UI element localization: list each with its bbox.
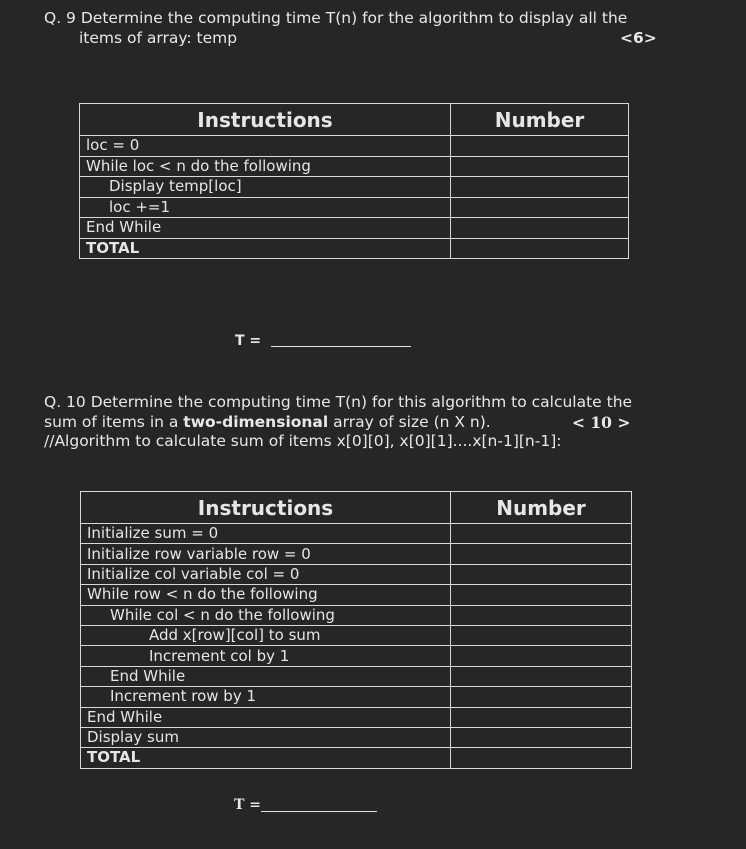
q9-marks: <6> (620, 28, 657, 47)
table-row (81, 605, 632, 625)
instruction-cell: Initialize sum = 0 (81, 524, 451, 544)
number-cell[interactable] (451, 136, 629, 157)
instructions-header: Instructions (81, 492, 451, 524)
number-cell[interactable] (451, 646, 632, 666)
table-row (81, 646, 632, 666)
instruction-cell: Add x[row][col] to sum (81, 625, 451, 645)
q10-line-1: Q. 10 Determine the computing time T(n) for this algorithm to calculate the (44, 393, 633, 411)
table-row (80, 218, 629, 239)
table-row (81, 544, 632, 564)
table-row (80, 136, 629, 157)
number-cell[interactable] (451, 585, 632, 605)
number-cell[interactable] (451, 197, 629, 218)
q10-t-label: T = (234, 797, 262, 813)
table-row (81, 625, 632, 645)
number-cell[interactable] (451, 524, 632, 544)
number-cell[interactable] (451, 605, 632, 625)
number-header: Number (451, 104, 629, 136)
table-row (80, 156, 629, 177)
number-cell[interactable] (451, 177, 629, 198)
table-row (81, 585, 632, 605)
q10-line-2-bold: two-dimensional (183, 412, 329, 431)
instructions-header: Instructions (80, 104, 451, 136)
instruction-cell: While col < n do the following (81, 605, 451, 625)
table-row (81, 666, 632, 686)
table-header-row (80, 104, 629, 136)
q10-line-2-pre: sum of items in a (44, 412, 184, 431)
instruction-cell: Initialize col variable col = 0 (81, 564, 451, 584)
question-10 (44, 393, 684, 452)
q10-answer-line[interactable] (261, 811, 377, 812)
total-number-cell[interactable] (451, 748, 632, 768)
q9-t-label: T = (235, 333, 262, 349)
total-label: TOTAL (81, 748, 451, 768)
number-cell[interactable] (451, 625, 632, 645)
instruction-cell: Initialize row variable row = 0 (81, 544, 451, 564)
total-label: TOTAL (80, 238, 451, 259)
q10-instruction-table (80, 491, 632, 769)
table-row (81, 564, 632, 584)
total-row (80, 238, 629, 259)
total-number-cell[interactable] (451, 238, 629, 259)
table-row (80, 177, 629, 198)
number-cell[interactable] (451, 218, 629, 239)
question-9 (44, 9, 684, 48)
table-row (80, 197, 629, 218)
instruction-cell: While loc < n do the following (80, 156, 451, 177)
q9-line-2: items of array: temp (79, 28, 238, 47)
q9-instruction-table (79, 103, 629, 259)
instruction-cell: Display temp[loc] (80, 177, 451, 198)
q10-line-3: //Algorithm to calculate sum of items x[0][0], x[0][1]....x[n-1][n-1]: (44, 432, 562, 450)
q9-line-1: Q. 9 Determine the computing time T(n) for the algorithm to display all the (44, 9, 628, 27)
instruction-cell: loc = 0 (80, 136, 451, 157)
table-row (81, 727, 632, 747)
table-row (81, 707, 632, 727)
total-row (81, 748, 632, 768)
instruction-cell: Display sum (81, 727, 451, 747)
instruction-cell: Increment row by 1 (81, 687, 451, 707)
number-cell[interactable] (451, 727, 632, 747)
q9-answer-line[interactable] (271, 346, 411, 347)
q10-marks: < 10 > (572, 412, 631, 432)
number-cell[interactable] (451, 156, 629, 177)
table-header-row (81, 492, 632, 524)
number-cell[interactable] (451, 687, 632, 707)
instruction-cell: End While (81, 707, 451, 727)
number-cell[interactable] (451, 544, 632, 564)
table-row (81, 687, 632, 707)
instruction-cell: End While (80, 218, 451, 239)
instruction-cell: End While (81, 666, 451, 686)
number-cell[interactable] (451, 564, 632, 584)
instruction-cell: Increment col by 1 (81, 646, 451, 666)
table-row (81, 524, 632, 544)
number-cell[interactable] (451, 707, 632, 727)
instruction-cell: While row < n do the following (81, 585, 451, 605)
number-cell[interactable] (451, 666, 632, 686)
number-header: Number (451, 492, 632, 524)
q10-line-2-post: array of size (n X n). (328, 412, 491, 431)
instruction-cell: loc +=1 (80, 197, 451, 218)
